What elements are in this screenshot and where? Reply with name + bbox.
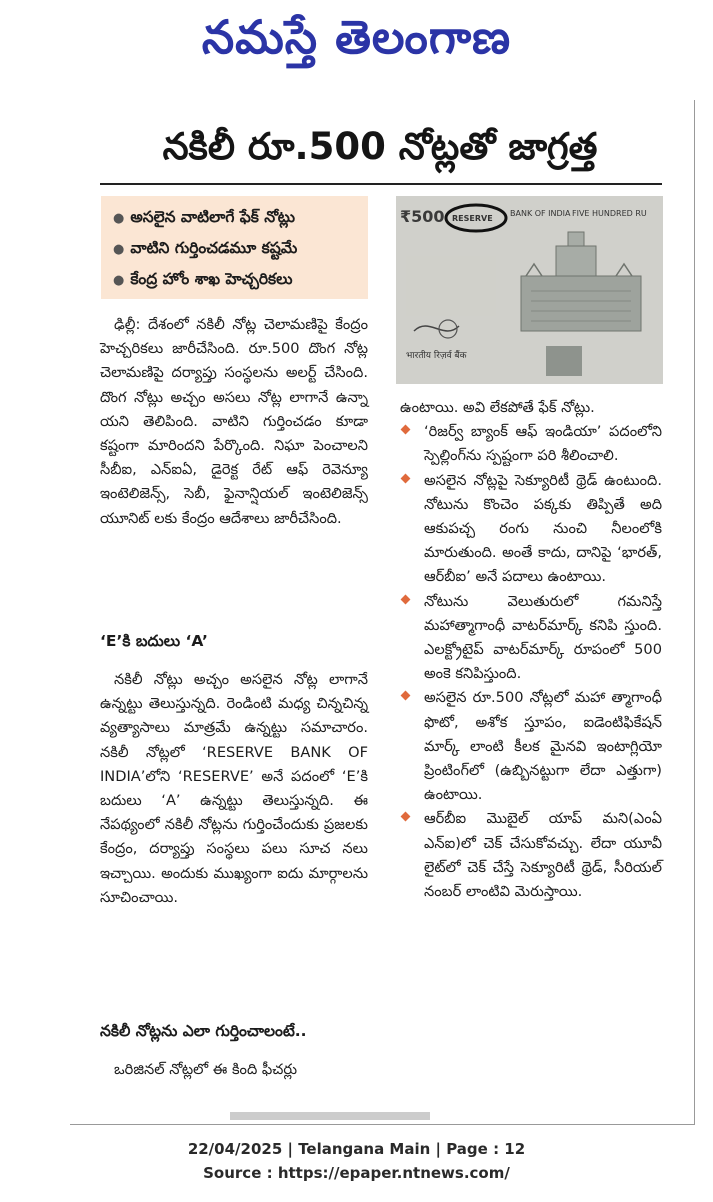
feature-point: అసలైన రూ.500 నోట్లలో మహా త్మాగాంధీ ఫొటో, అశోక స్తూపం, ఐడెంటిఫికేషన్ మార్క్ లాంటి కీలక మైనవి ఇంటాగ్లియో ప్రింటింగ్‌లో (ఉబ్బినట్టుగా లేదా ఎత్తుగా) ఉంటాయి.: [400, 686, 662, 807]
subhead-how-to-identify: నకిలీ నోట్లను ఎలా గుర్తించాలంటే..: [100, 1022, 307, 1040]
feature-point: నోటును వెలుతురులో గమనిస్తే మహాత్మాగాంధీ వాటర్‌మార్క్ కనిపి స్తుంది. ఎలక్ట్రోటైప్ వాటర్‌మార్క్ రూపంలో 500 అంకె కనిపిస్తుంది.: [400, 590, 662, 687]
headline-rule: [100, 183, 662, 185]
clipped-next-headline: [230, 1112, 430, 1120]
highlight-item: ● వాటిని గుర్తించడమూ కష్టమే: [113, 239, 298, 257]
right-column: [400, 396, 662, 904]
highlights-box: [101, 196, 368, 299]
bullet-icon: ●: [113, 273, 125, 288]
page-frame-bottom: [70, 1124, 695, 1125]
note-bottom-text: भारतीय रिज़र्व बैंक: [406, 351, 467, 361]
highlight-item: ● కేంద్ర హోం శాఖ హెచ్చరికలు: [113, 270, 293, 288]
feature-point: అసలైన నోట్లపై సెక్యూరిటీ థ్రెడ్ ఉంటుంది. నోటును కొంచెం పక్కకు తిప్పితే అది ఆకుపచ్చ రంగు నుంచి నీలంలోకి మారుతుంది. అంతే కాదు, దానిపై ‘భారత్, ఆర్‌బీఐ’ అనే పదాలు ఉంటాయి.: [400, 469, 662, 590]
intro-paragraph: ఢిల్లీ: దేశంలో నకిలీ నోట్ల చెలామణిపై కేంద్రం హెచ్చరికలు జారీచేసింది. రూ.500 దొంగ నోట్ల చెలామణిపై దర్యాప్తు సంస్థలను అలర్ట్ చేసింది. దొంగ నోట్లు అచ్చం అసలు నోట్ల లాగానే ఉన్నా యని తెలిపింది. వాటిని గుర్తించడం కూడా కష్టంగా మారిందని పేర్కొంది. నిఘా పెంచాలని సీబీఐ, ఎన్ఐఏ, డైరెక్ట రేట్ ఆఫ్ రెవెన్యూ ఇంటెలిజెన్స్, సెబీ, ఫైనాన్షియల్ ఇంటెలిజెన్స్ యూనిట్ లకు కేంద్రం ఆదేశాలు జారీచేసింది.: [100, 316, 368, 527]
note-bank-text: BANK OF INDIA: [510, 209, 571, 218]
currency-note-illustration: [396, 196, 663, 384]
article-headline: నకిలీ రూ.500 నోట్లతో జాగ్రత్త: [162, 125, 598, 168]
note-five-hundred-text: FIVE HUNDRED RU: [572, 209, 647, 218]
currency-note-photo: [396, 196, 663, 384]
diamond-bullet-icon: [401, 594, 411, 604]
feature-point: ‘రిజర్వ్ బ్యాంక్ ఆఫ్ ఇండియా’ పదంలోని స్పెల్లింగ్‌ను స్పష్టంగా పరి శీలించాలి.: [400, 420, 662, 468]
page-frame-right: [694, 100, 695, 1125]
diamond-bullet-icon: [401, 425, 411, 435]
bullet-icon: ●: [113, 211, 125, 226]
diamond-bullet-icon: [401, 473, 411, 483]
diamond-bullet-icon: [401, 691, 411, 701]
masthead-logo: నమస్తే తెలంగాణ: [201, 10, 512, 64]
note-denomination: ₹500: [400, 207, 445, 226]
feature-point: ఆర్‌బీఐ మొబైల్ యాప్ మని(ఎంఏ ఎన్ఐ)లో చెక్ చేసుకోవచ్చు. లేదా యూవీ లైట్‌లో చెక్ చేస్తే సెక్యూరిటీ థ్రెడ్, సీరియల్ నంబర్ లాంటివి మెరుస్తాయి.: [400, 807, 662, 904]
bullet-icon: ●: [113, 242, 125, 257]
body-paragraph-3: ఒరిజినల్ నోట్లలో ఈ కింది ఫీచర్లు: [114, 1061, 298, 1078]
footer-date-edition: 22/04/2025 | Telangana Main | Page : 12: [187, 1140, 526, 1158]
diamond-bullet-icon: [401, 812, 411, 822]
note-reserve-text: RESERVE: [452, 214, 493, 223]
footer-source: Source : https://epaper.ntnews.com/: [203, 1164, 510, 1182]
body-paragraph-2: నకిలీ నోట్లు అచ్చం అసలైన నోట్ల లాగానే ఉన్నట్టు తెలుస్తున్నది. రెండింటి మధ్య చిన్నచిన్న వ్యత్యాసాలు మాత్రమే ఉన్నట్టు సమాచారం. నకిలీ నోట్లలో ‘RESERVE BANK OF INDIA’లోని ‘RESERVE’ అనే పదంలో ‘E’కి బదులు ‘A’ ఉన్నట్టు తెలుస్తున్నది. ఈ నేపథ్యంలో నకిలీ నోట్లను గుర్తించేందుకు ప్రజలకు కేంద్రం, దర్యాప్తు సంస్థలు పలు సూచ నలు ఇచ్చాయి. అందుకు ముఖ్యంగా ఐదు మార్గాలను సూచించాయి.: [100, 671, 368, 906]
highlight-item: ● అసలైన వాటిలాగే ఫేక్ నోట్లు: [113, 208, 296, 226]
continued-text: ఉంటాయి. అవి లేకపోతే ఫేక్ నోట్లు.: [400, 399, 595, 416]
subhead-e-for-a: ‘E’కి బదులు ‘A’: [100, 632, 208, 650]
